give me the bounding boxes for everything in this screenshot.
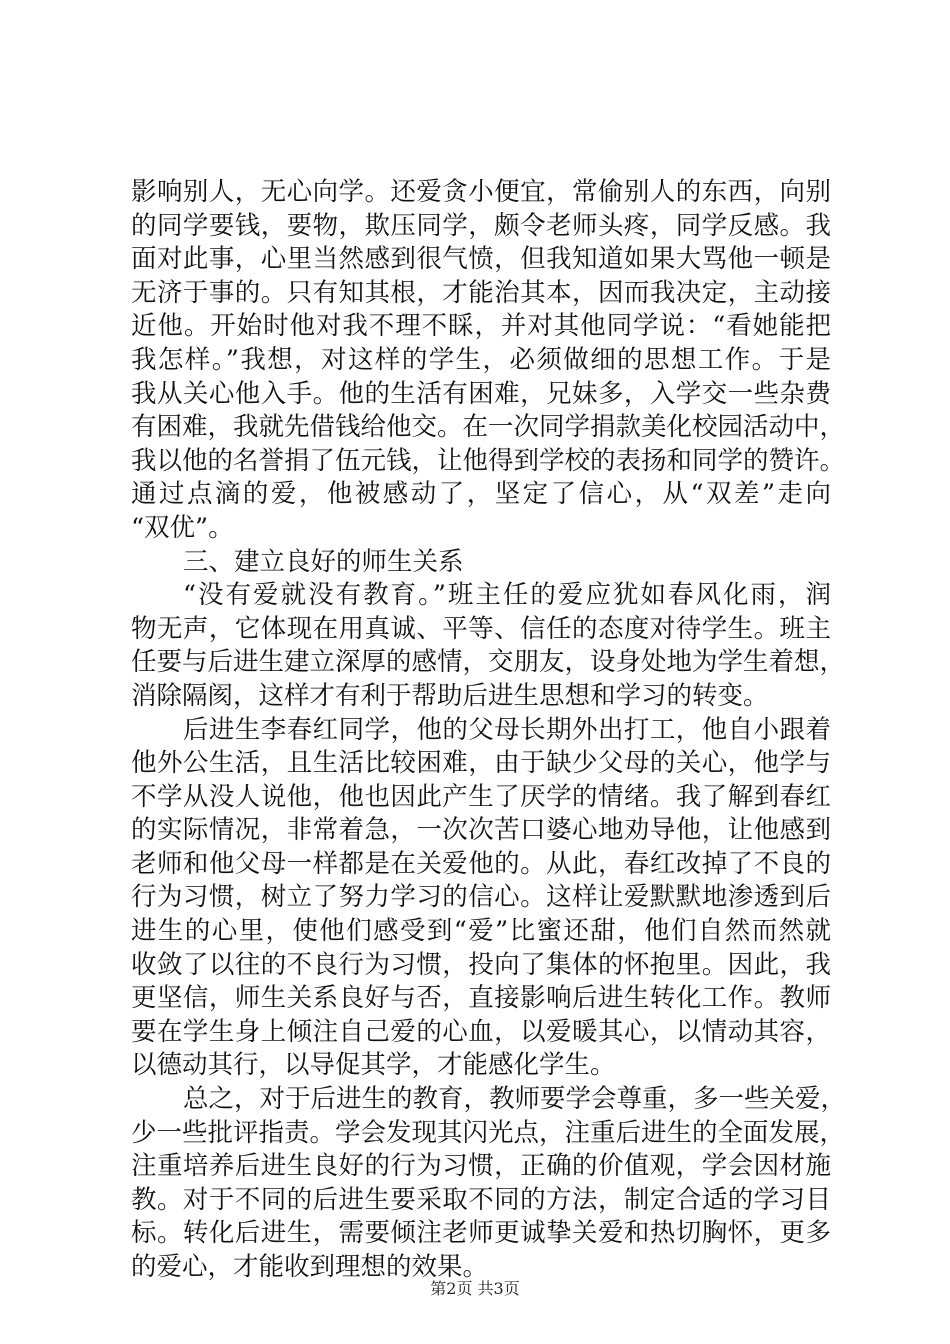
- text-line: 收敛了以往的不良行为习惯，投向了集体的怀抱里。因此，我: [131, 949, 831, 980]
- text-line: 更坚信，师生关系良好与否，直接影响后进生转化工作。教师: [131, 983, 831, 1014]
- text-line: 总之，对于后进生的教育，教师要学会尊重，多一些关爱，: [183, 1084, 847, 1115]
- text-line: 的爱心，才能收到理想的效果。: [131, 1252, 489, 1282]
- text-line: 少一些批评指责。学会发现其闪光点，注重后进生的全面发展，: [131, 1117, 846, 1148]
- page-footer: 第2页 共3页: [430, 1279, 520, 1298]
- text-line: 进生的心里，使他们感受到“爱”比蜜还甜，他们自然而然就: [131, 916, 831, 947]
- text-line: 以德动其行，以导促其学，才能感化学生。: [131, 1050, 616, 1081]
- text-line: 面对此事，心里当然感到很气愤，但我知道如果大骂他一顿是: [131, 244, 831, 275]
- text-line: 后进生李春红同学，他的父母长期外出打工，他自小跟着: [183, 714, 831, 745]
- text-line: 教。对于不同的后进生要采取不同的方法，制定合适的学习目: [131, 1184, 831, 1215]
- document-body: [131, 176, 847, 1285]
- text-line: “双优”。: [131, 512, 234, 543]
- text-line: 通过点滴的爱，他被感动了，坚定了信心，从“双差”走向: [131, 479, 831, 510]
- text-line: “没有爱就没有教育。”班主任的爱应犹如春风化雨，润: [183, 580, 831, 611]
- text-line: 行为习惯，树立了努力学习的信心。这样让爱默默地渗透到后: [131, 882, 831, 913]
- text-line: 老师和他父母一样都是在关爱他的。从此，春红改掉了不良的: [131, 848, 831, 879]
- text-line: 消除隔阂，这样才有利于帮助后进生思想和学习的转变。: [131, 680, 769, 711]
- text-line: 我怎样。”我想，对这样的学生，必须做细的思想工作。于是: [131, 344, 831, 375]
- text-line: 的实际情况，非常着急，一次次苦口婆心地劝导他，让他感到: [131, 815, 831, 846]
- text-line: 不学从没人说他，他也因此产生了厌学的情绪。我了解到春红: [131, 781, 831, 812]
- text-line: 注重培养后进生良好的行为习惯，正确的价值观，学会因材施: [131, 1151, 831, 1182]
- text-line: 他外公生活，且生活比较困难，由于缺少父母的关心，他学与: [131, 748, 831, 779]
- text-line: 的同学要钱，要物，欺压同学，颇令老师头疼，同学反感。我: [131, 210, 831, 241]
- text-line: 无济于事的。只有知其根，才能治其本，因而我决定，主动接: [131, 277, 831, 308]
- text-line: 有困难，我就先借钱给他交。在一次同学捐款美化校园活动中，: [131, 412, 846, 443]
- text-line: 我以他的名誉捐了伍元钱，让他得到学校的表扬和同学的赞许。: [131, 445, 846, 476]
- text-line: 要在学生身上倾注自己爱的心血，以爱暖其心，以情动其容，: [131, 1016, 831, 1047]
- text-line: 三、建立良好的师生关系: [183, 546, 464, 577]
- text-line: 影响别人，无心向学。还爱贪小便宜，常偷别人的东西，向别: [131, 177, 831, 207]
- text-line: 近他。开始时他对我不理不睬，并对其他同学说：“看她能把: [131, 311, 831, 342]
- text-line: 任要与后进生建立深厚的感情，交朋友，设身处地为学生着想，: [131, 647, 846, 678]
- text-line: 标。转化后进生，需要倾注老师更诚挚关爱和热切胸怀，更多: [131, 1218, 831, 1249]
- text-line: 物无声，它体现在用真诚、平等、信任的态度对待学生。班主: [131, 613, 831, 644]
- text-line: 我从关心他入手。他的生活有困难，兄妹多，入学交一些杂费: [131, 378, 831, 409]
